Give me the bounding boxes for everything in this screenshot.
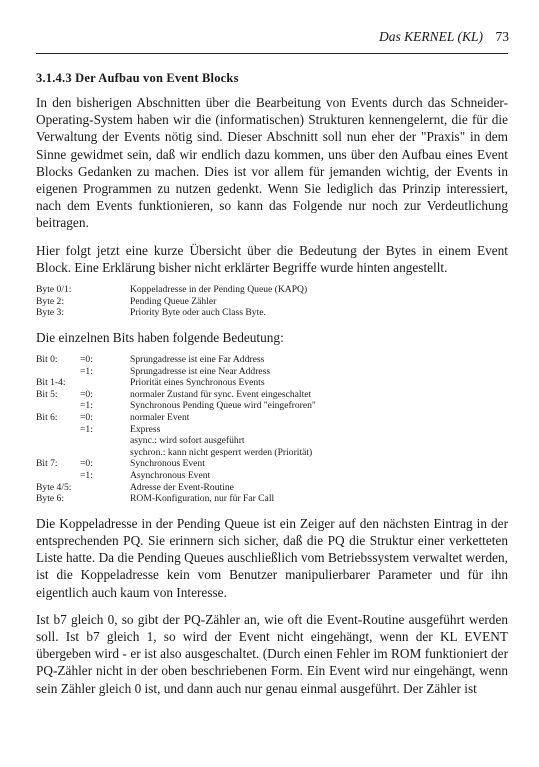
page-number: 73 — [495, 29, 509, 44]
bit-description: Asynchronous Event — [130, 469, 211, 481]
byte-description: Priority Byte oder auch Class Byte. — [130, 307, 266, 319]
bit-label: Bit 5: — [36, 388, 58, 400]
bit-label: Byte 6: — [36, 493, 64, 505]
bit-table-row — [36, 377, 508, 389]
bit-table — [36, 354, 508, 505]
byte-description: Pending Queue Zähler — [130, 295, 217, 307]
bit-table-row — [36, 400, 508, 412]
paragraph-overview: Hier folgt jetzt eine kurze Übersicht über die Bedeutung der Bytes in einem Event Block. Eine Erklärung bisher nicht erklärter Begriffe wurde hinten angestellt. — [36, 242, 508, 275]
bit-value: =0: — [80, 458, 93, 470]
paragraph-bits-intro: Die einzelnen Bits haben folgende Bedeutung: — [36, 329, 284, 345]
bit-table-row — [36, 354, 508, 366]
bit-description: Priorität eines Synchronous Events — [130, 377, 265, 389]
bit-table-row — [36, 435, 508, 447]
bit-description: Sprungadresse ist eine Far Address — [130, 354, 265, 366]
section-heading: 3.1.4.3 Der Aufbau von Event Blocks — [36, 71, 239, 85]
bit-label: Byte 4/5: — [36, 481, 72, 493]
bit-label — [36, 366, 80, 378]
bit-description: Synchronous Pending Queue wird "eingefroren" — [130, 400, 316, 412]
bit-description: Sprungadresse ist eine Near Address — [130, 365, 271, 377]
bit-label — [36, 447, 80, 459]
bit-label: Bit 1-4: — [36, 377, 66, 389]
bit-description: async.: wird sofort ausgeführt — [130, 435, 245, 447]
bit-value — [80, 493, 130, 505]
page-body — [36, 71, 508, 707]
bit-value: =1: — [80, 400, 93, 412]
bit-description: Synchronous Event — [130, 458, 205, 470]
bit-description: Express — [130, 423, 161, 435]
paragraph-koppeladresse: Die Koppeladresse in der Pending Queue ist ein Zeiger auf den nächsten Eintrag in der entsprechenden PQ. Sie erinnern sich sicher, daß die PQ die Struktur einer verketteten Liste hatte. Da die Pending Queues auschließlich vom Betriebssystem verwaltet werden, ist die Koppeladresse kein vom Benutzer manipulierbarer Parameter und für ihn eigentlich auch kaum von Interesse. — [36, 515, 508, 600]
bit-table-row — [36, 389, 508, 401]
paragraph-pq-zaehler: Ist b7 gleich 0, so gibt der PQ-Zähler an, wie oft die Event-Routine ausgeführt werden soll. Ist b7 gleich 1, so wird der Event nicht eingehängt, wenn der KL EVENT übergeben wird - er ist also ausgeschaltet. (Durch einen Fehler im ROM funktioniert der PQ-Zähler nicht in der oben beschriebenen Form. Ein Event wird nur eingehängt, wenn sein Zähler gleich 0 ist, und dann auch nur genau einmal ausgeführt. Der Zähler ist — [36, 611, 508, 696]
byte-table-row — [36, 284, 508, 296]
bit-label: Bit 0: — [36, 354, 58, 366]
bit-value: =1: — [80, 423, 93, 435]
bit-label: Bit 6: — [36, 411, 58, 423]
byte-label: Byte 3: — [36, 307, 64, 319]
bit-description: ROM-Konfiguration, nur für Far Call — [130, 493, 275, 505]
running-header — [36, 29, 509, 47]
bit-table-row — [36, 424, 508, 436]
byte-table — [36, 284, 508, 319]
bit-value — [80, 377, 130, 389]
byte-label: Byte 2: — [36, 295, 64, 307]
running-title: Das KERNEL (KL) — [378, 29, 483, 44]
bit-value: =1: — [80, 365, 93, 377]
bit-table-row — [36, 447, 508, 459]
byte-table-row — [36, 296, 508, 308]
bit-table-row — [36, 366, 508, 378]
bit-table-row — [36, 482, 508, 494]
byte-description: Koppeladresse in der Pending Queue (KAPQ) — [130, 284, 308, 296]
paragraph-intro: In den bisherigen Abschnitten über die Bearbeitung von Events durch das Schneider-Operating-System haben wir die (informatischen) Strukturen kennengelernt, die für die Verwaltung der Events nötig sind. Dieser Abschnitt soll nun eher der "Praxis" in dem Sinne gewidmet sein, daß wir endlich dazu kommen, uns über den Aufbau eines Event Blocks Gedanken zu machen. Dies ist vor allem für jemanden wichtig, der Events in eigenen Programmen zu nutzen gedenkt. Wenn Sie lediglich das Prinzip interessiert, nach dem Events funktionieren, so kann das Folgende nur noch zur Verdeutlichung beitragen. — [36, 95, 508, 231]
bit-value — [80, 482, 130, 494]
bit-value: =1: — [80, 469, 93, 481]
bit-table-row — [36, 493, 508, 505]
bit-value: =0: — [80, 354, 93, 366]
bit-label: Bit 7: — [36, 458, 58, 470]
bit-table-row — [36, 470, 508, 482]
bit-value — [80, 435, 130, 447]
bit-table-row — [36, 458, 508, 470]
bit-description: normaler Zustand für sync. Event eingeschaltet — [130, 388, 312, 400]
bit-description: sychron.: kann nicht gesperrt werden (Priorität) — [130, 446, 313, 458]
bit-description: Adresse der Event-Routine — [130, 481, 234, 493]
bit-label — [36, 400, 80, 412]
bit-label — [36, 470, 80, 482]
bit-table-row — [36, 412, 508, 424]
bit-description: normaler Event — [130, 411, 190, 423]
bit-value: =0: — [80, 411, 93, 423]
bit-value — [80, 447, 130, 459]
header-rule — [36, 53, 508, 54]
bit-label — [36, 424, 80, 436]
byte-label: Byte 0/1: — [36, 284, 72, 296]
bit-label — [36, 435, 80, 447]
byte-table-row — [36, 307, 508, 319]
bit-value: =0: — [80, 388, 93, 400]
